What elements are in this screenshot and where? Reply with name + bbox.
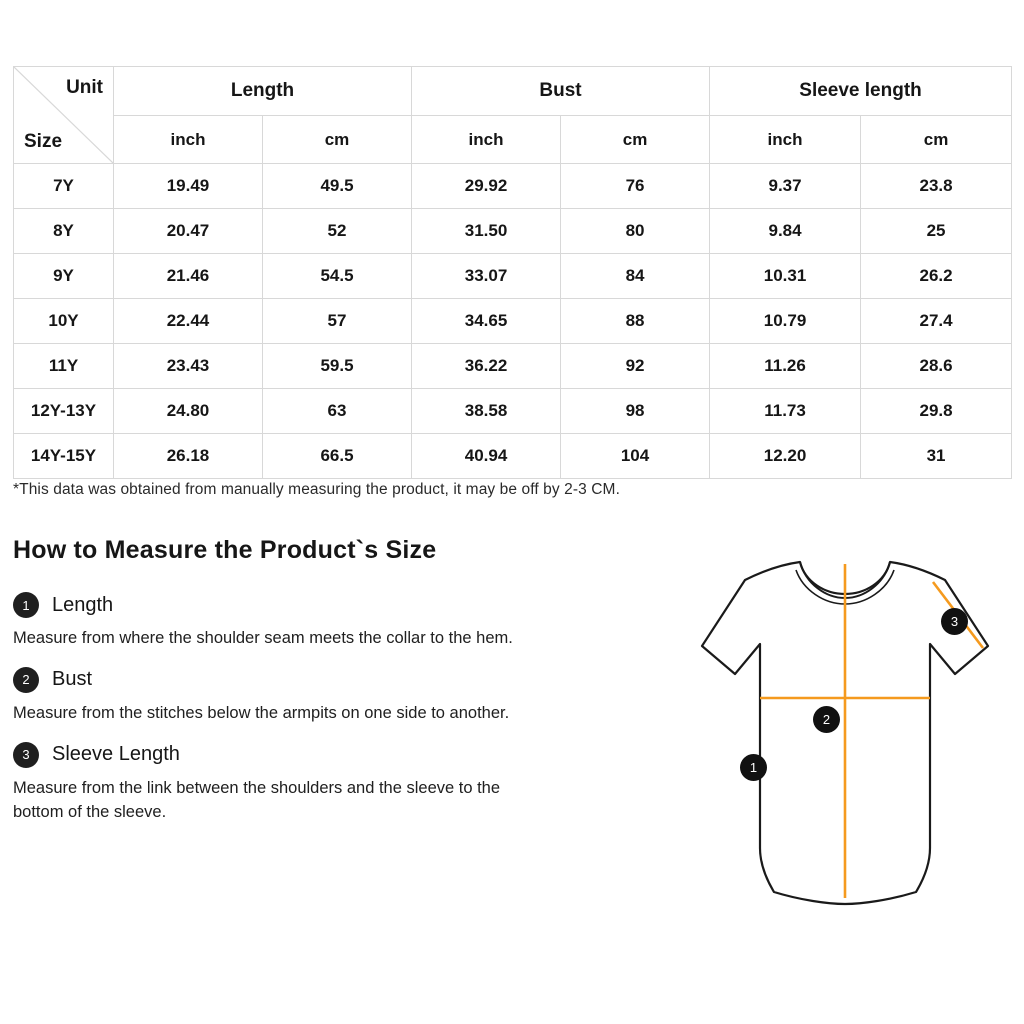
table-header-row-groups bbox=[14, 67, 1012, 116]
table-row bbox=[14, 299, 1012, 344]
table-row bbox=[14, 389, 1012, 434]
table-row bbox=[14, 254, 1012, 299]
row-size-label: 8Y bbox=[14, 209, 114, 254]
cell-bust-inch: 36.22 bbox=[412, 344, 561, 389]
tshirt-measurement-diagram bbox=[600, 548, 1020, 948]
cell-length-cm: 66.5 bbox=[263, 434, 412, 479]
step-header bbox=[13, 742, 561, 768]
cell-length-cm: 49.5 bbox=[263, 164, 412, 209]
step-title: Sleeve Length bbox=[52, 743, 180, 766]
table-row bbox=[14, 209, 1012, 254]
row-size-label: 12Y-13Y bbox=[14, 389, 114, 434]
step-description: Measure from where the shoulder seam meets the collar to the hem. bbox=[13, 629, 513, 647]
cell-length-inch: 22.44 bbox=[114, 299, 263, 344]
row-size-label: 11Y bbox=[14, 344, 114, 389]
cell-bust-inch: 33.07 bbox=[412, 254, 561, 299]
sub-header-bust-inch: inch bbox=[412, 116, 561, 164]
step-description: Measure from the link between the shoulders and the sleeve to the bottom of the sleeve. bbox=[13, 778, 501, 821]
sub-header-bust-cm: cm bbox=[561, 116, 710, 164]
step-number-badge: 2 bbox=[13, 667, 39, 693]
size-table-container bbox=[13, 66, 1011, 479]
cell-sleeve-cm: 31 bbox=[861, 434, 1012, 479]
cell-length-inch: 19.49 bbox=[114, 164, 263, 209]
cell-sleeve-inch: 11.26 bbox=[710, 344, 861, 389]
sub-header-sleeve-cm: cm bbox=[861, 116, 1012, 164]
cell-length-inch: 20.47 bbox=[114, 209, 263, 254]
cell-sleeve-inch: 9.37 bbox=[710, 164, 861, 209]
step-title: Length bbox=[52, 593, 114, 616]
cell-sleeve-cm: 28.6 bbox=[861, 344, 1012, 389]
cell-sleeve-cm: 27.4 bbox=[861, 299, 1012, 344]
step-number-badge: 1 bbox=[13, 592, 39, 618]
table-row bbox=[14, 434, 1012, 479]
cell-length-inch: 23.43 bbox=[114, 344, 263, 389]
cell-sleeve-cm: 25 bbox=[861, 209, 1012, 254]
cell-bust-cm: 98 bbox=[561, 389, 710, 434]
marker-3-badge: 3 bbox=[941, 608, 968, 635]
cell-bust-cm: 88 bbox=[561, 299, 710, 344]
row-size-label: 9Y bbox=[14, 254, 114, 299]
cell-bust-cm: 84 bbox=[561, 254, 710, 299]
row-size-label: 10Y bbox=[14, 299, 114, 344]
measurement-disclaimer: *This data was obtained from manually measuring the product, it may be off by 2-3 CM. bbox=[13, 481, 620, 498]
cell-bust-inch: 29.92 bbox=[412, 164, 561, 209]
cell-bust-inch: 40.94 bbox=[412, 434, 561, 479]
cell-length-inch: 21.46 bbox=[114, 254, 263, 299]
cell-length-cm: 57 bbox=[263, 299, 412, 344]
marker-2-badge: 2 bbox=[813, 706, 840, 733]
cell-length-cm: 59.5 bbox=[263, 344, 412, 389]
size-label: Size bbox=[24, 131, 63, 152]
table-header-row-units bbox=[14, 116, 1012, 164]
size-table bbox=[13, 66, 1012, 479]
group-header-bust: Bust bbox=[412, 67, 710, 116]
step-description: Measure from the stitches below the armpits on one side to another. bbox=[13, 703, 510, 722]
list-item bbox=[13, 742, 561, 825]
cell-bust-cm: 80 bbox=[561, 209, 710, 254]
marker-1-badge: 1 bbox=[740, 754, 767, 781]
cell-sleeve-inch: 9.84 bbox=[710, 209, 861, 254]
row-size-label: 7Y bbox=[14, 164, 114, 209]
table-row bbox=[14, 164, 1012, 209]
cell-length-inch: 24.80 bbox=[114, 389, 263, 434]
step-number-badge: 3 bbox=[13, 742, 39, 768]
group-header-sleeve-length: Sleeve length bbox=[710, 67, 1012, 116]
cell-sleeve-cm: 29.8 bbox=[861, 389, 1012, 434]
cell-length-inch: 26.18 bbox=[114, 434, 263, 479]
cell-bust-inch: 38.58 bbox=[412, 389, 561, 434]
page-title: How to Measure the Product`s Size bbox=[13, 536, 437, 564]
step-header bbox=[13, 667, 561, 693]
cell-sleeve-inch: 12.20 bbox=[710, 434, 861, 479]
cell-length-cm: 54.5 bbox=[263, 254, 412, 299]
step-title: Bust bbox=[52, 668, 93, 691]
cell-bust-cm: 92 bbox=[561, 344, 710, 389]
cell-length-cm: 52 bbox=[263, 209, 412, 254]
cell-sleeve-inch: 10.31 bbox=[710, 254, 861, 299]
cell-bust-inch: 34.65 bbox=[412, 299, 561, 344]
cell-length-cm: 63 bbox=[263, 389, 412, 434]
cell-sleeve-inch: 10.79 bbox=[710, 299, 861, 344]
cell-bust-cm: 76 bbox=[561, 164, 710, 209]
step-header bbox=[13, 592, 561, 618]
sub-header-sleeve-inch: inch bbox=[710, 116, 861, 164]
cell-sleeve-cm: 26.2 bbox=[861, 254, 1012, 299]
unit-label: Unit bbox=[66, 77, 103, 98]
list-item bbox=[13, 592, 561, 651]
cell-bust-cm: 104 bbox=[561, 434, 710, 479]
list-item bbox=[13, 667, 561, 726]
sub-header-length-inch: inch bbox=[114, 116, 263, 164]
table-row bbox=[14, 344, 1012, 389]
measure-steps bbox=[13, 592, 561, 841]
row-size-label: 14Y-15Y bbox=[14, 434, 114, 479]
sub-header-length-cm: cm bbox=[263, 116, 412, 164]
cell-bust-inch: 31.50 bbox=[412, 209, 561, 254]
cell-sleeve-cm: 23.8 bbox=[861, 164, 1012, 209]
group-header-length: Length bbox=[114, 67, 412, 116]
table-corner-cell bbox=[14, 67, 114, 164]
cell-sleeve-inch: 11.73 bbox=[710, 389, 861, 434]
